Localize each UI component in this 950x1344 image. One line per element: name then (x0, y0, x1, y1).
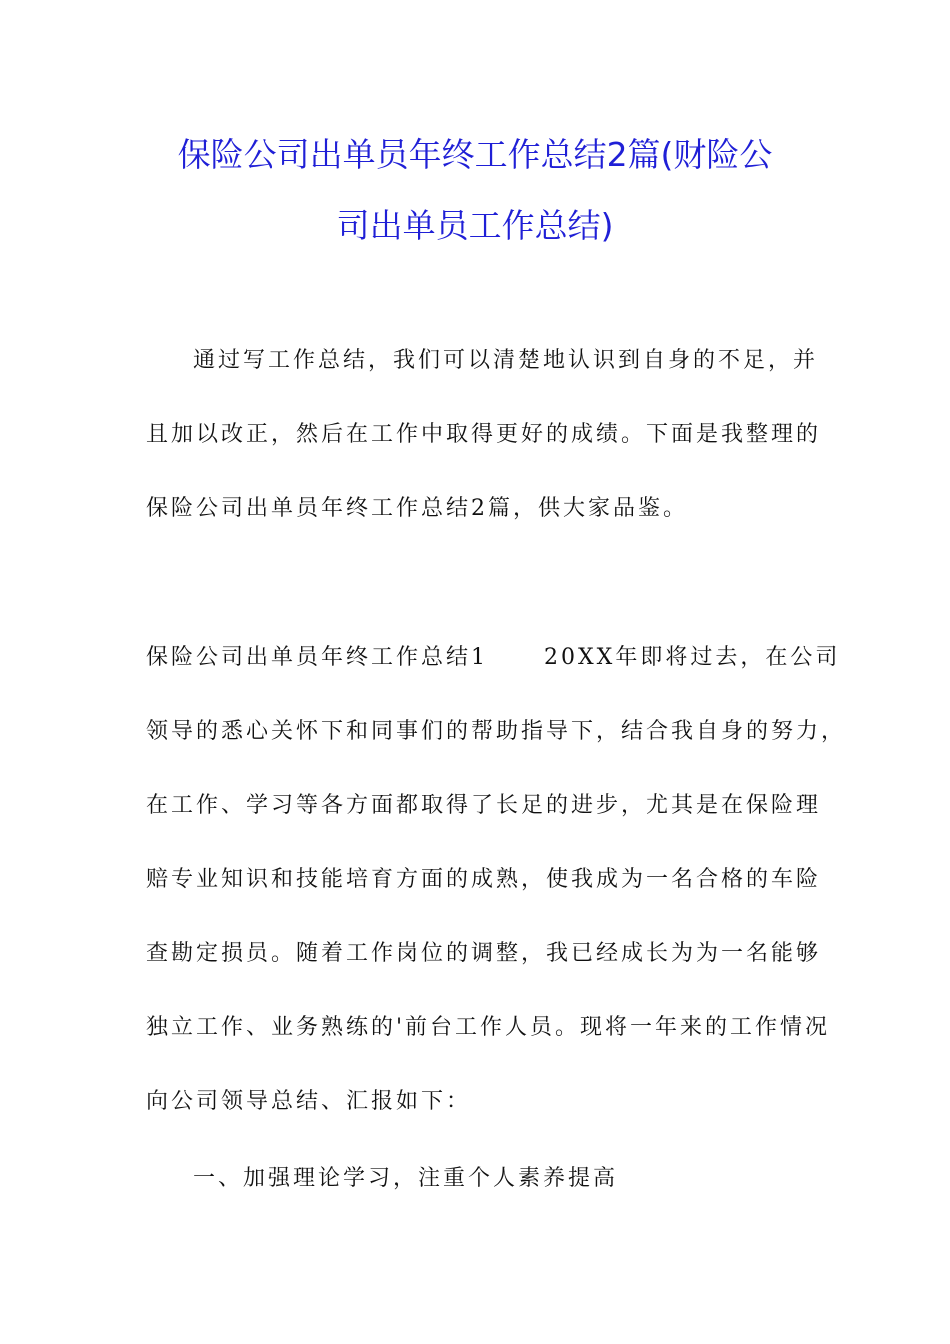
document-title-line-1: 保险公司出单员年终工作总结2篇(财险公 (177, 135, 773, 174)
section1-line-4: 赔专业知识和技能培育方面的成熟，使我成为一名合格的车险 (146, 867, 822, 892)
section1-heading: 保险公司出单员年终工作总结1 (146, 645, 488, 670)
intro-line-3: 保险公司出单员年终工作总结2篇，供大家品鉴。 (146, 496, 688, 521)
section1-line-5: 查勘定损员。随着工作岗位的调整，我已经成长为为一名能够 (146, 941, 822, 966)
intro-line-1: 通过写工作总结，我们可以清楚地认识到自身的不足，并 (193, 348, 819, 373)
section1-first-line-text: 20XX年即将过去，在公司 (544, 645, 841, 670)
section1-line-3: 在工作、学习等各方面都取得了长足的进步，尤其是在保险理 (146, 793, 822, 818)
section1-line-6: 独立工作、业务熟练的'前台工作人员。现将一年来的工作情况 (146, 1015, 831, 1040)
section1-line-7: 向公司领导总结、汇报如下： (146, 1089, 472, 1114)
document-title-line-2: 司出单员工作总结) (336, 206, 614, 245)
intro-line-2: 且加以改正，然后在工作中取得更好的成绩。下面是我整理的 (146, 422, 822, 447)
section1-first-line (146, 643, 840, 673)
section1-subheading: 一、加强理论学习，注重个人素养提高 (193, 1166, 619, 1191)
section1-line-2: 领导的悉心关怀下和同事们的帮助指导下，结合我自身的努力， (146, 719, 847, 744)
